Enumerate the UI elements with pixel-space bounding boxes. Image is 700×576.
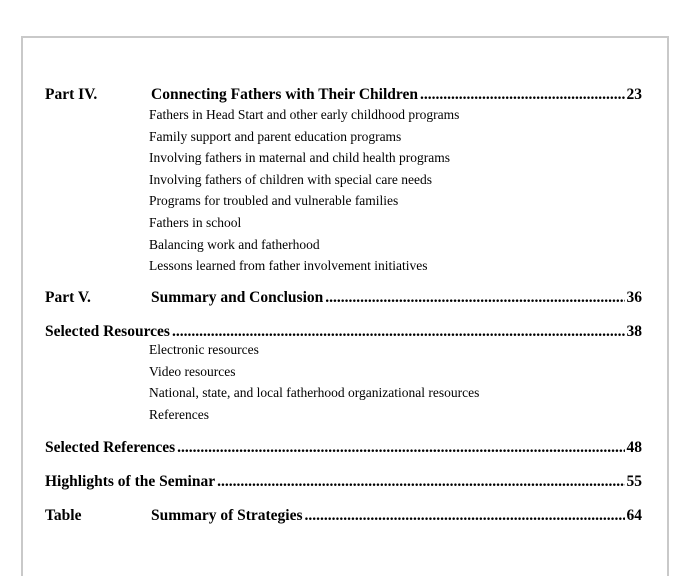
- toc-part-label: Part IV.: [45, 86, 98, 103]
- toc-page-number: 38: [626, 323, 642, 340]
- dot-leader: [325, 289, 624, 307]
- dot-leader: [217, 473, 624, 491]
- toc-entry-selected-references[interactable]: [45, 439, 642, 457]
- toc-page: [21, 36, 669, 576]
- toc-subitem[interactable]: References: [149, 406, 209, 422]
- toc-subitem[interactable]: Family support and parent education programs: [149, 128, 402, 144]
- toc-subitems-part-iv: [149, 104, 459, 277]
- toc-entry-title: Selected References: [45, 439, 176, 456]
- toc-subitem[interactable]: Involving fathers in maternal and child health programs: [149, 150, 451, 166]
- toc-subitem[interactable]: Fathers in Head Start and other early childhood programs: [149, 107, 460, 122]
- toc-page-number: 36: [626, 289, 642, 306]
- toc-page-number: 55: [626, 473, 642, 490]
- toc-entry-part-iv[interactable]: [45, 86, 642, 104]
- toc-subitem[interactable]: National, state, and local fatherhood organizational resources: [149, 385, 480, 401]
- toc-page-number: 48: [626, 439, 642, 456]
- toc-subitem[interactable]: Fathers in school: [149, 214, 242, 230]
- toc-subitem[interactable]: Balancing work and fatherhood: [149, 236, 320, 252]
- dot-leader: [420, 86, 625, 104]
- toc-entry-part-v[interactable]: [45, 289, 642, 307]
- toc-part-label: Part V.: [45, 289, 91, 306]
- toc-subitem[interactable]: Lessons learned from father involvement initiatives: [149, 258, 428, 274]
- toc-entry-title: Summary and Conclusion: [151, 289, 324, 306]
- toc-subitem[interactable]: Involving fathers of children with special care needs: [149, 171, 433, 187]
- toc-entry-highlights[interactable]: [45, 473, 642, 491]
- dot-leader: [177, 439, 624, 457]
- toc-subitem[interactable]: Video resources: [149, 363, 236, 379]
- toc-entry-title: Highlights of the Seminar: [45, 473, 216, 490]
- toc-entry-title: Connecting Fathers with Their Children: [151, 86, 418, 103]
- toc-entry-table[interactable]: [45, 507, 642, 525]
- toc-subitems-resources: [149, 339, 479, 425]
- toc-subitem[interactable]: Electronic resources: [149, 342, 259, 357]
- toc-entry-title: Selected Resources: [45, 323, 170, 340]
- toc-entry-title: Summary of Strategies: [151, 507, 303, 524]
- toc-page-number: 23: [626, 86, 642, 103]
- toc-page-number: 64: [626, 507, 642, 524]
- dot-leader: [305, 507, 625, 525]
- toc-part-label: Table: [45, 507, 82, 524]
- toc-subitem[interactable]: Programs for troubled and vulnerable families: [149, 193, 399, 209]
